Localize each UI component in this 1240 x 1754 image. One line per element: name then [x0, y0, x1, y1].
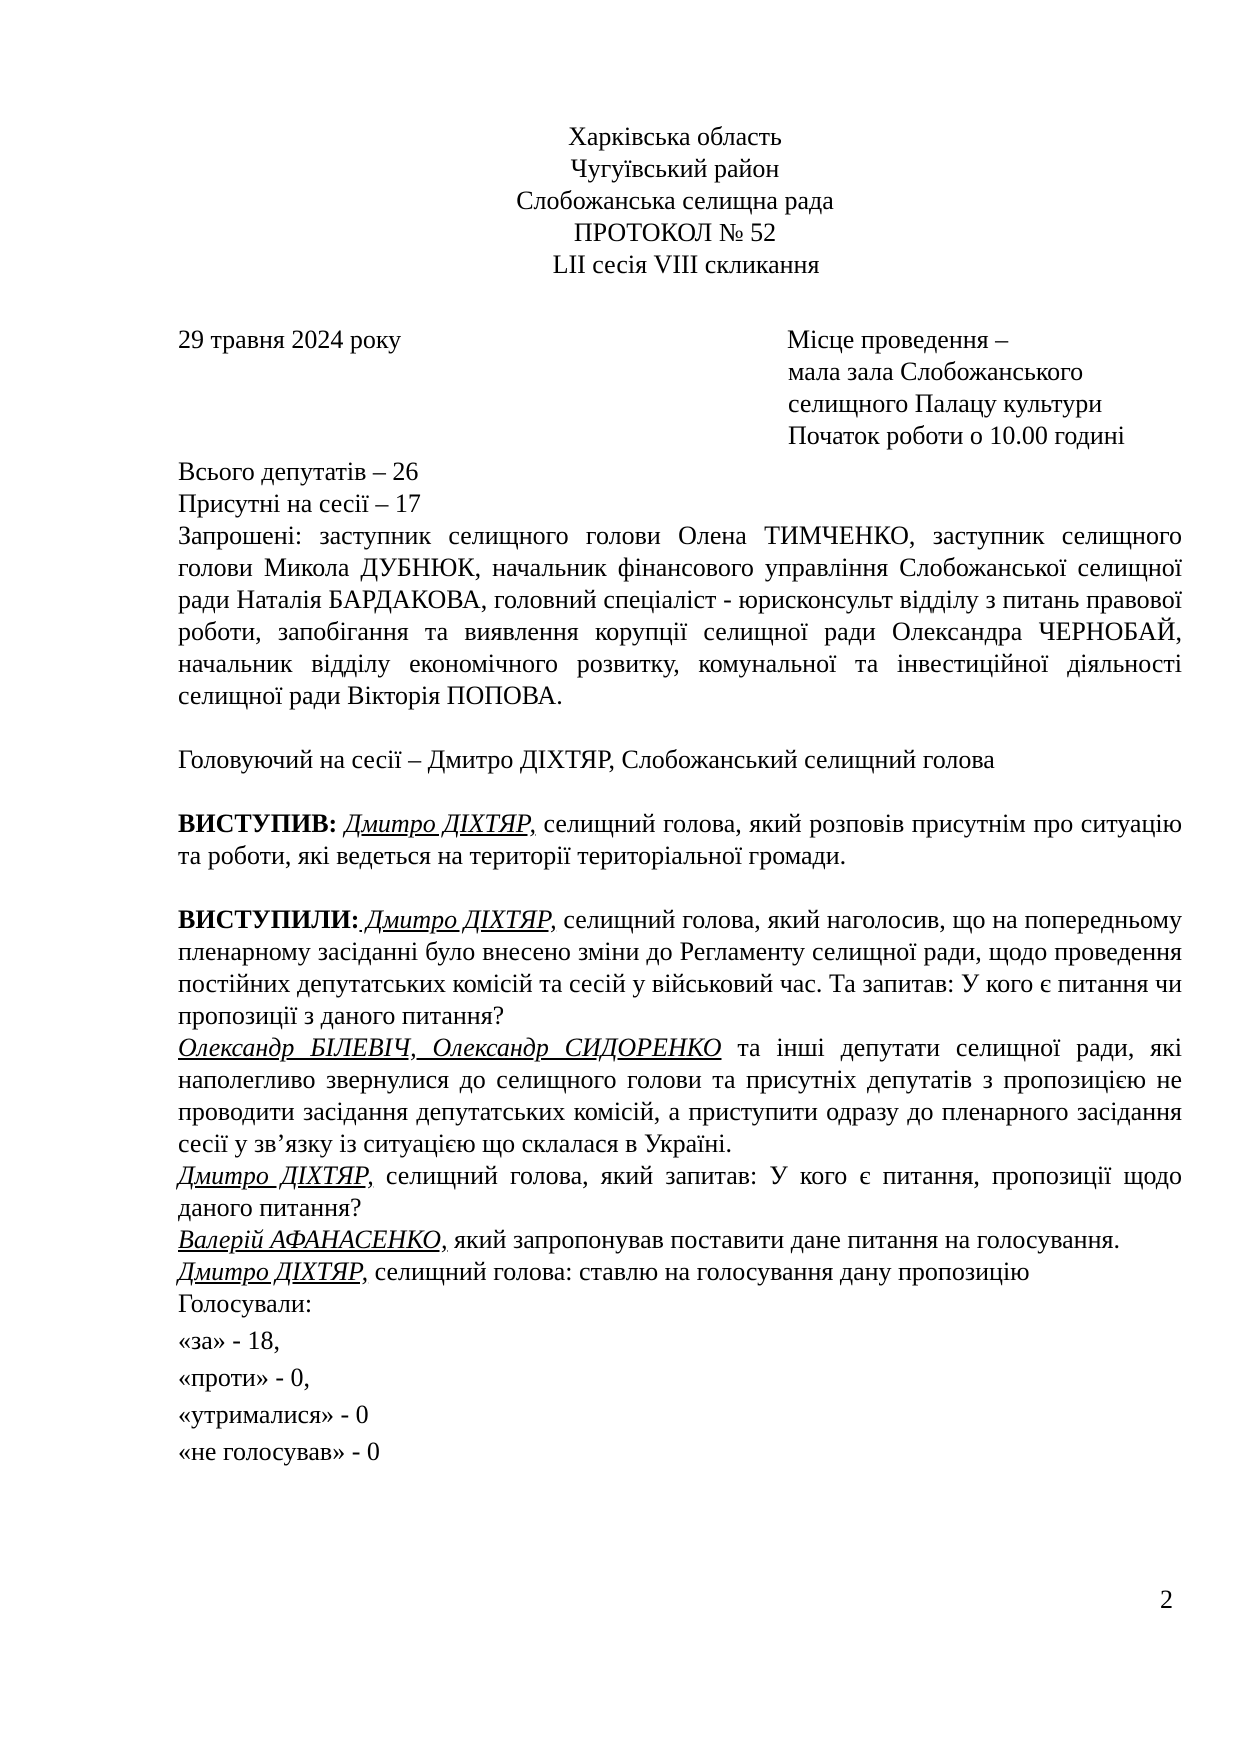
deputies-paragraph	[178, 1032, 1182, 1160]
page-number: 2	[1160, 1585, 1173, 1614]
present-deputies: Присутні на сесії – 17	[178, 489, 421, 518]
total-deputies: Всього депутатів – 26	[178, 457, 419, 486]
proposal-text: який запропонував поставити дане питання на голосування.	[447, 1225, 1120, 1254]
chair-paragraph: Головуючий на сесії – Дмитро ДІХТЯР, Слобожанський селищний голова	[178, 745, 995, 774]
spoke-speaker: Дмитро ДІХТЯР,	[344, 809, 536, 838]
spoke-many-paragraph	[178, 904, 1182, 1032]
spoke-text: селищний голова, який розповів присутнім про ситуацію та роботи, які ведеться на території територіальної громади.	[178, 809, 1183, 870]
spoke-many-speaker: Дмитро ДІХТЯР,	[359, 905, 557, 934]
vote-for: «за» - 18,	[178, 1326, 280, 1355]
meeting-place	[787, 324, 1207, 452]
chair-question-paragraph	[178, 1160, 1182, 1224]
spacer	[178, 872, 1182, 904]
deputies-text: та інші депутати селищної ради, які наполегливо звернулися до селищного голови та присутніх депутатів з пропозицією не проводити засідання депутатських комісій, а приступити одразу до пленарного засідання сесії у зв’язку із ситуацією що склалася в Україні.	[178, 1033, 1182, 1158]
vote-abstained: «утрималися» - 0	[178, 1400, 369, 1429]
vote-against: «проти» - 0,	[178, 1363, 311, 1392]
spoke-paragraph	[178, 808, 1182, 872]
place-line-2: мала зала Слобожанського	[788, 357, 1084, 386]
vote-call-text: селищний голова: ставлю на голосування дану пропозицію	[368, 1257, 1030, 1286]
invited-paragraph: Запрошені: заступник селищного голови Олена ТИМЧЕНКО, заступник селищного голови Микола ДУБНЮК, начальник фінансового управління Слобожанської селищної ради Наталія БАРДАКОВА, головний спеціаліст - юрисконсульт відділу з питань правової роботи, запобігання та виявлення корупції селищної ради Олександра ЧЕРНОБАЙ, начальник відділу економічного розвитку, комунальної та інвестиційної діяльності селищної ради Вікторія ПОПОВА.	[178, 521, 1182, 710]
vote-not-voted: «не голосував» - 0	[178, 1437, 380, 1466]
header-session: LII сесія VIII скликання	[552, 250, 820, 279]
vote-title: Голосували:	[178, 1289, 313, 1318]
spoke-many-text: селищний голова, який наголосив, що на попередньому пленарному засіданні було внесено зміни до Регламенту селищної ради, щодо проведення постійних депутатських комісій та сесій у військовий час. Та запитав: У кого є питання чи пропозиції з даного питання?	[178, 905, 1182, 1030]
proposal-speaker: Валерій АФАНАСЕНКО,	[178, 1225, 448, 1254]
spacer	[178, 776, 1182, 808]
document-body	[178, 456, 1182, 1468]
deputies-speakers: Олександр БІЛЕВІЧ, Олександр СИДОРЕНКО	[178, 1033, 722, 1062]
vote-call-paragraph	[178, 1256, 1182, 1288]
header-rayon: Чугуївський район	[570, 154, 780, 183]
spacer	[178, 712, 1182, 744]
place-line-3: селищного Палацу культури	[788, 389, 1103, 418]
place-line-4: Початок роботи о 10.00 годині	[788, 421, 1125, 450]
document-header	[0, 121, 1240, 281]
header-oblast: Харківська область	[568, 122, 782, 151]
spoke-label: ВИСТУПИВ:	[178, 809, 338, 838]
chair-question-speaker: Дмитро ДІХТЯР,	[178, 1161, 374, 1190]
place-line-1: Місце проведення –	[787, 325, 1009, 354]
header-council: Слобожанська селищна рада	[516, 186, 834, 215]
spoke-many-label: ВИСТУПИЛИ:	[178, 905, 360, 934]
meeting-date: 29 травня 2024 року	[178, 325, 402, 354]
proposal-paragraph	[178, 1224, 1182, 1256]
header-protocol: ПРОТОКОЛ № 52	[573, 218, 777, 247]
chair-question-text: селищний голова, який запитав: У кого є питання, пропозиції щодо даного питання?	[178, 1161, 1182, 1222]
vote-call-speaker: Дмитро ДІХТЯР,	[178, 1257, 369, 1286]
